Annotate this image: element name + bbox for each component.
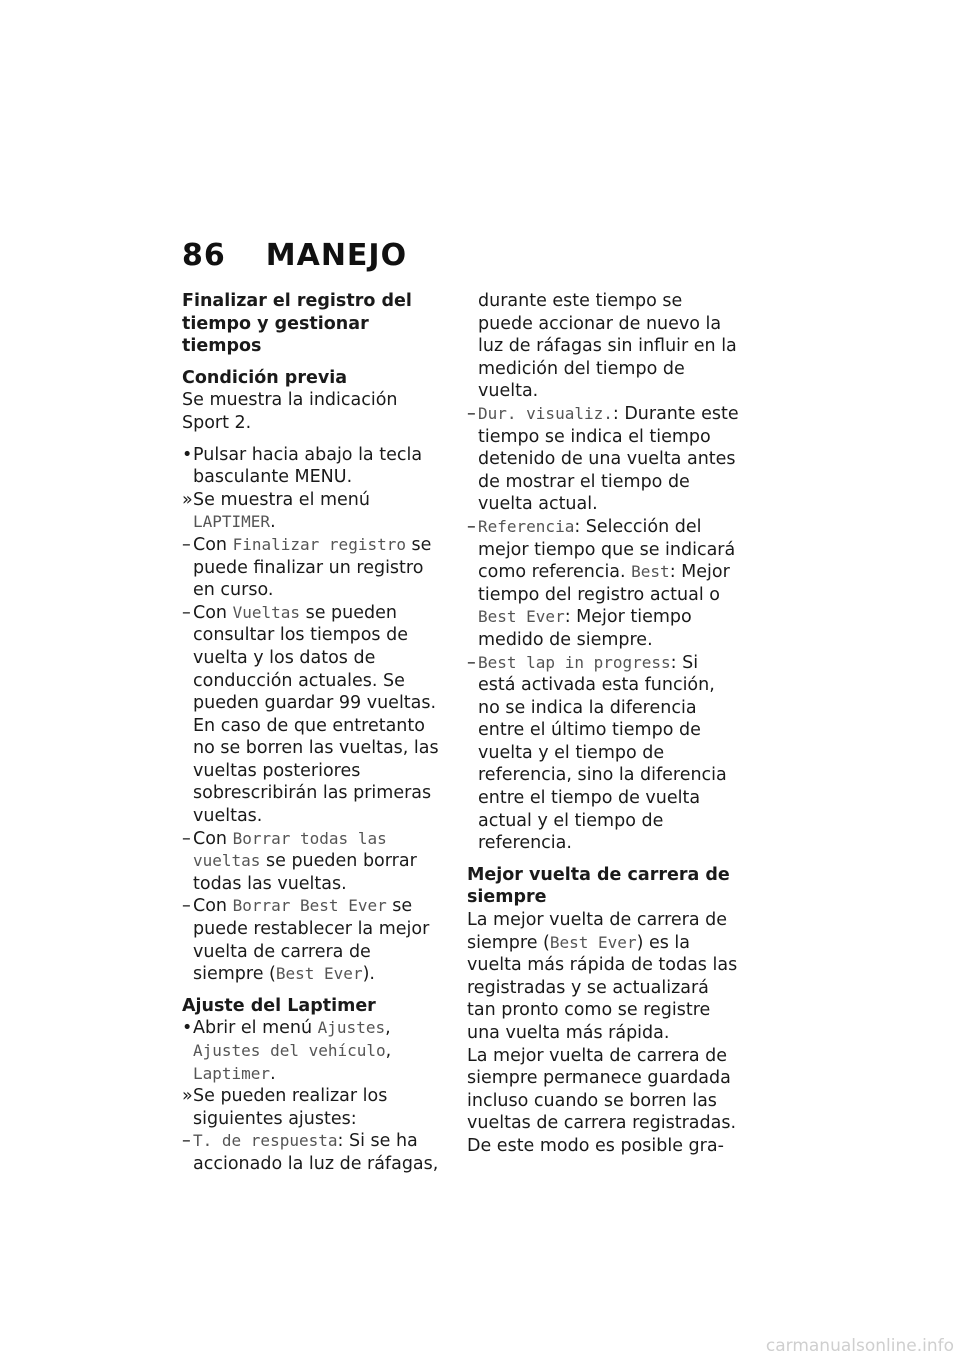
paragraph: La mejor vuelta de carrera de siempre permanece guardada incluso cuando se borren las vueltas de carrera registradas. (467, 1045, 737, 1134)
option-item: – Con Finalizar registro se puede finalizar un registro en curso. (182, 534, 432, 601)
dash-icon: – (467, 516, 476, 537)
dash-icon: – (467, 403, 476, 424)
left-column (182, 290, 444, 1176)
result-step: » Se muestra el menú LAPTIMER. (182, 489, 370, 533)
dash-icon: – (182, 896, 191, 917)
action-step: • Pulsar hacia abajo la tecla basculante MENU. (182, 444, 423, 488)
subheading-precondition: Condición previa (182, 367, 348, 388)
bullet-icon: • (182, 1018, 193, 1039)
option-continued: durante este tiempo se puede accionar de nuevo la luz de ráfagas sin influir en la medición del tiempo de vuelta. (478, 291, 737, 402)
option-item: – Con Vueltas se pueden consultar los tiempos de vuelta y los datos de conducción actuales. Se pueden guardar 99 vueltas. En caso de que entretanto no se borren las vueltas, las vueltas posteriores sobrescribirán las primeras vueltas. (182, 602, 439, 827)
menu-code: LAPTIMER (193, 512, 271, 532)
option-item: – Referencia: Selección del mejor tiempo que se indicará como referencia. Best: Mejor tiempo del registro actual o Best Ever: Mejor tiempo medido de siempre. (467, 516, 736, 650)
watermark: carmanualsonline.info (765, 1336, 954, 1356)
option-item: – Dur. visualiz.: Durante este tiempo se indica el tiempo detenido de una vuelta antes de mostrar el tiempo de vuelta actual. (467, 403, 739, 515)
option-item: – Con Borrar todas las vueltas se pueden borrar todas las vueltas. (182, 828, 417, 894)
subheading-laptimer: Ajuste del Laptimer (182, 995, 376, 1016)
dash-icon: – (182, 534, 191, 555)
dash-icon: – (182, 602, 191, 623)
option-item: – Best lap in progress: Si está activada esta función, no se indica la diferencia entre el último tiempo de vuelta y el tiempo de referencia, sino la diferencia entre el tiempo de vuelta actual y el tiempo de referencia. (467, 652, 727, 854)
action-step: • Abrir el menú Ajustes, Ajustes del vehículo, Laptimer. (182, 1018, 392, 1084)
option-item: – Con Borrar Best Ever se puede restablecer la mejor vuelta de carrera de siempre (Best Ever). (182, 896, 430, 985)
paragraph: La mejor vuelta de carrera de siempre (Best Ever) es la vuelta más rápida de todas las registradas y se actualizará tan pronto como se registre una vuelta más rápida. (467, 910, 738, 1043)
dash-icon: – (182, 1131, 191, 1152)
section-heading: Finalizar el registro del tiempo y gestionar tiempos (182, 291, 412, 357)
dash-icon: – (182, 828, 191, 849)
result-arrow-icon: » (182, 489, 193, 510)
result-arrow-icon: » (182, 1086, 193, 1107)
right-column (467, 290, 739, 1158)
section-title: MANEJO (265, 238, 408, 273)
page-number: 86 (182, 238, 226, 273)
result-step: » Se pueden realizar los siguientes ajustes: (182, 1086, 388, 1129)
bullet-icon: • (182, 444, 193, 465)
option-item: – T. de respuesta: Si se ha accionado la luz de ráfagas, (182, 1131, 439, 1174)
subheading-best-ever: Mejor vuelta de carrera de siempre (467, 864, 730, 908)
page-header (182, 238, 407, 273)
precondition-text: Se muestra la indicación Sport 2. (182, 390, 398, 433)
paragraph: De este modo es posible gra- (467, 1135, 724, 1156)
dash-icon: – (467, 652, 476, 673)
